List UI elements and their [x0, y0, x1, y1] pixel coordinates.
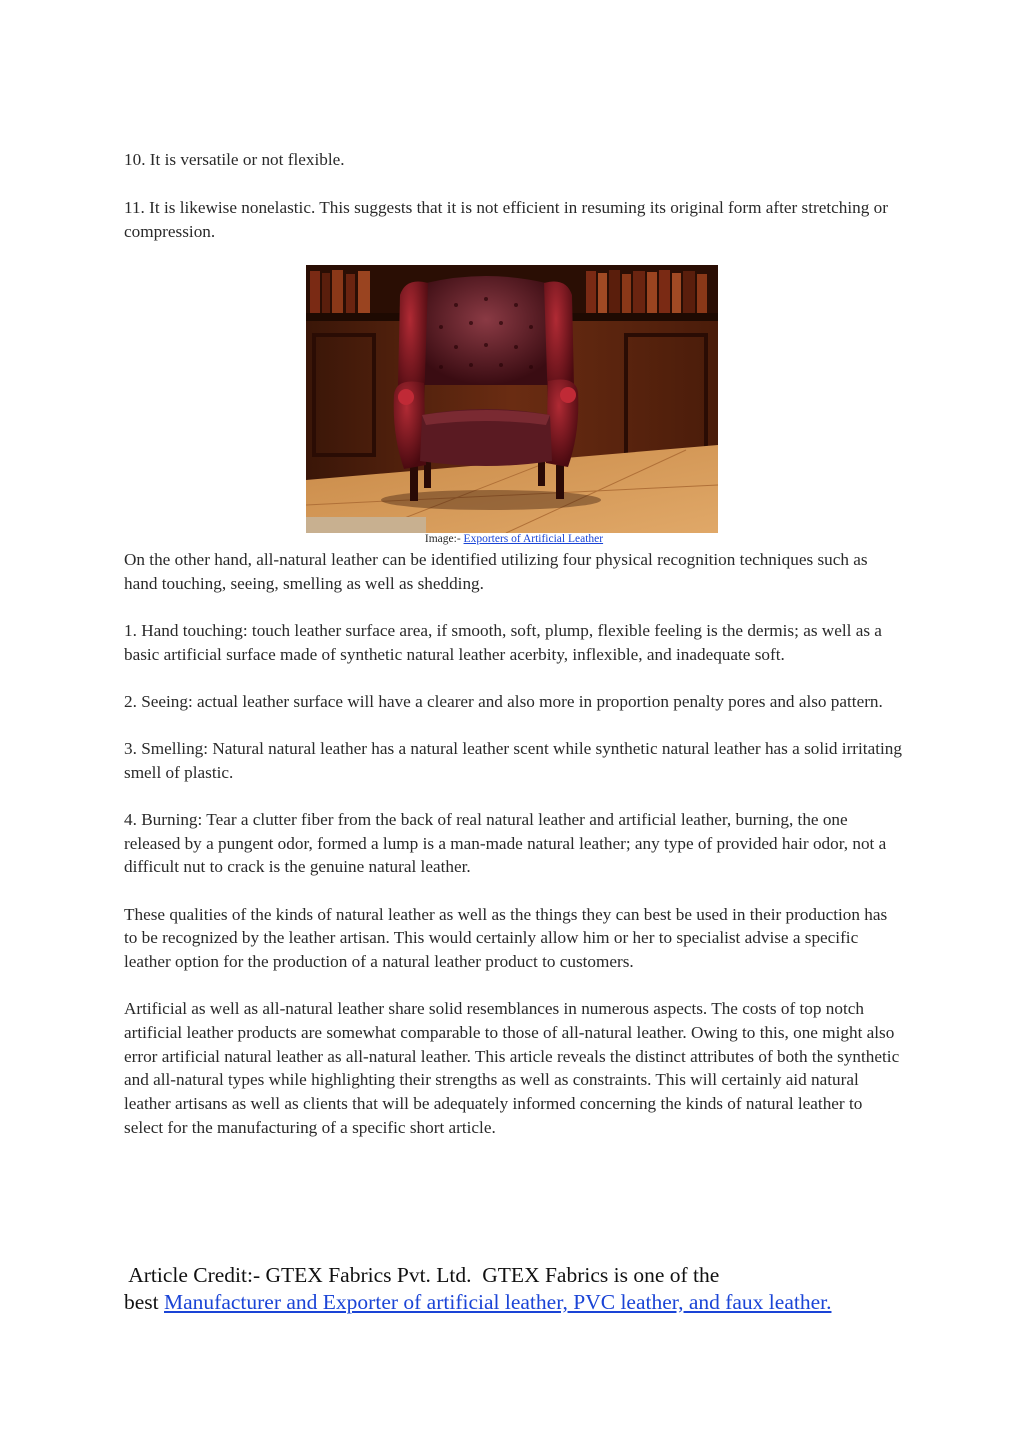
list-item-10: 10. It is versatile or not flexible. — [124, 150, 345, 169]
article-credit — [124, 1262, 914, 1315]
caption-prefix: Image:- — [424, 533, 464, 545]
article-body — [124, 548, 904, 1163]
manufacturer-link[interactable]: Manufacturer and Exporter of artificial leather, PVC leather, and faux leather. — [164, 1289, 832, 1314]
paragraph: 3. Smelling: Natural natural leather has a natural leather scent while synthetic natural leather has a solid irritating smell of plastic. — [124, 739, 902, 782]
paragraph: 4. Burning: Tear a clutter fiber from the back of real natural leather and artificial leather, burning, the one released by a pungent odor, formed a lump is a man-made natural leather; any type of provided hair odor, not a difficult nut to crack is the genuine natural leather. — [124, 809, 887, 877]
leather-wingback-chair-photo-icon — [306, 265, 718, 533]
paragraph: 1. Hand touching: touch leather surface area, if smooth, soft, plump, flexible feeling is the dermis; as well as a basic artificial surface made of synthetic natural leather acerbity, inflexible, and inadequate soft. — [124, 620, 882, 664]
caption-link[interactable]: Exporters of Artificial Leather — [463, 533, 604, 545]
credit-line-2 — [124, 1289, 914, 1316]
paragraph: 2. Seeing: actual leather surface will have a clearer and also more in proportion penalty pores and also pattern. — [124, 691, 883, 711]
paragraph: On the other hand, all-natural leather can be identified utilizing four physical recognition techniques such as hand touching, seeing, smelling as well as shedding. — [124, 550, 868, 593]
chair-photo — [306, 265, 718, 533]
image-caption — [124, 532, 904, 546]
list-item-11: 11. It is likewise nonelastic. This suggests that it is not efficient in resuming its original form after stretching or compression. — [124, 198, 888, 241]
credit-line: Article Credit:- GTEX Fabrics Pvt. Ltd. GTEX Fabrics is one of the — [124, 1263, 720, 1287]
paragraph: Artificial as well as all-natural leather share solid resemblances in numerous aspects. The costs of top notch artificial leather products are somewhat comparable to those of all-natural leather. Owing to this, one might also error artificial natural leather as all-natural leather. This article reveals the distinct attributes of both the synthetic and all-natural types while highlighting their strengths as well as constraints. This will certainly aid natural leather artisans as well as clients that will be adequately informed concerning the kinds of natural leather to select for the manufacturing of a specific short article. — [124, 999, 900, 1137]
paragraph: These qualities of the kinds of natural leather as well as the things they can best be used in their production has to be recognized by the leather artisan. This would certainly allow him or her to specialist advise a specific leather option for the production of a natural leather product to customers. — [124, 904, 888, 971]
credit-prefix: best — [124, 1289, 165, 1314]
